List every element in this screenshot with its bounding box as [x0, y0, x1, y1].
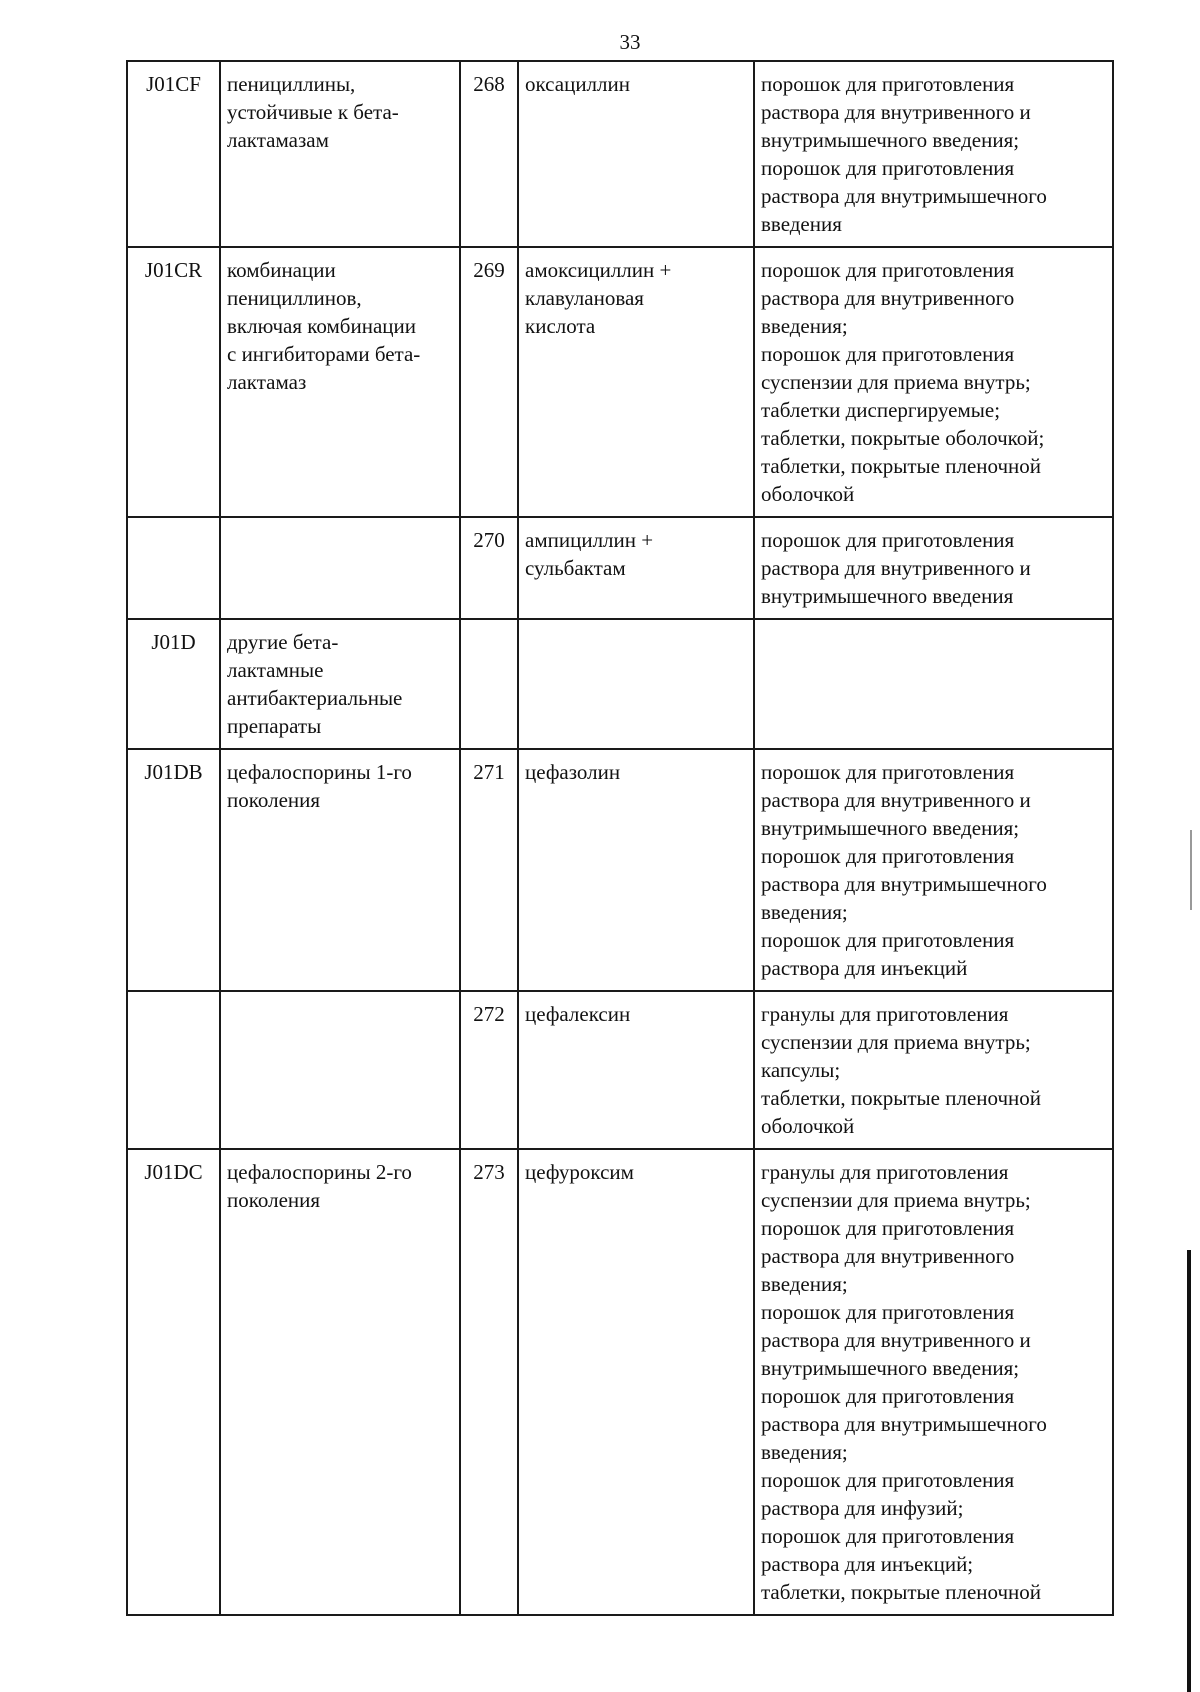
dosage-forms-cell-line: введения; — [761, 1272, 848, 1296]
dosage-forms-cell-line: порошок для приготовления — [761, 1524, 1015, 1548]
atc-group-cell — [220, 247, 460, 517]
drug-name-cell-line: клавулановая — [525, 286, 644, 310]
dosage-forms-cell-line: раствора для внутримышечного — [761, 872, 1047, 896]
drug-name-cell-line: оксациллин — [525, 72, 630, 96]
drug-name-cell — [518, 991, 754, 1149]
table-row — [127, 619, 1113, 749]
dosage-forms-cell-line: раствора для инъекций; — [761, 1552, 974, 1576]
drug-name-cell-line: ампициллин + — [525, 528, 654, 552]
item-number-cell: 273 — [460, 1149, 518, 1615]
dosage-forms-cell-line: порошок для приготовления — [761, 342, 1015, 366]
atc-group-cell-line: пенициллинов, — [227, 286, 362, 310]
atc-group-cell-line: цефалоспорины 2-го — [227, 1160, 412, 1184]
dosage-forms-cell-line: раствора для внутримышечного — [761, 1412, 1047, 1436]
dosage-forms-cell-line: раствора для внутривенного — [761, 286, 1015, 310]
atc-code-cell: J01DB — [127, 749, 220, 991]
dosage-forms-cell-line: раствора для внутримышечного — [761, 184, 1047, 208]
table-body — [127, 61, 1113, 1615]
dosage-forms-cell-line: введения; — [761, 1440, 848, 1464]
atc-code-cell: J01DC — [127, 1149, 220, 1615]
dosage-forms-cell-line: таблетки диспергируемые; — [761, 398, 1001, 422]
atc-group-cell-line: лактамазам — [227, 128, 329, 152]
dosage-forms-cell-line: раствора для внутривенного — [761, 1244, 1015, 1268]
atc-group-cell-line: поколения — [227, 788, 321, 812]
item-number-cell: 268 — [460, 61, 518, 247]
dosage-forms-cell — [754, 749, 1113, 991]
drug-name-cell — [518, 61, 754, 247]
dosage-forms-cell-line: суспензии для приема внутрь; — [761, 1188, 1031, 1212]
table-row — [127, 1149, 1113, 1615]
atc-group-cell — [220, 1149, 460, 1615]
scan-mark — [1190, 830, 1192, 910]
dosage-forms-cell-line: таблетки, покрытые пленочной — [761, 454, 1042, 478]
dosage-forms-cell — [754, 517, 1113, 619]
dosage-forms-cell — [754, 991, 1113, 1149]
dosage-forms-cell-line: внутримышечного введения; — [761, 816, 1020, 840]
drug-name-cell-line: кислота — [525, 314, 596, 338]
atc-group-cell-line: комбинации — [227, 258, 336, 282]
item-number-cell — [460, 619, 518, 749]
atc-group-cell — [220, 991, 460, 1149]
dosage-forms-cell-line: порошок для приготовления — [761, 1300, 1015, 1324]
table-row — [127, 517, 1113, 619]
atc-group-cell — [220, 61, 460, 247]
drug-name-cell-line: сульбактам — [525, 556, 626, 580]
dosage-forms-cell-line: гранулы для приготовления — [761, 1002, 1009, 1026]
drug-name-cell-line: цефазолин — [525, 760, 621, 784]
dosage-forms-cell-line: гранулы для приготовления — [761, 1160, 1009, 1184]
page-number: 33 — [619, 30, 641, 54]
dosage-forms-cell-line: раствора для инфузий; — [761, 1496, 964, 1520]
item-number-cell: 270 — [460, 517, 518, 619]
dosage-forms-cell-line: таблетки, покрытые пленочной — [761, 1086, 1042, 1110]
drug-name-cell — [518, 517, 754, 619]
atc-code-cell — [127, 517, 220, 619]
dosage-forms-cell-line: таблетки, покрытые оболочкой; — [761, 426, 1045, 450]
item-number-cell: 271 — [460, 749, 518, 991]
dosage-forms-cell-line: раствора для внутривенного и — [761, 1328, 1031, 1352]
dosage-forms-cell-line: порошок для приготовления — [761, 844, 1015, 868]
atc-group-cell-line: другие бета- — [227, 630, 339, 654]
table-row — [127, 749, 1113, 991]
atc-group-cell-line: препараты — [227, 714, 322, 738]
dosage-forms-cell-line: раствора для внутривенного и — [761, 556, 1031, 580]
dosage-forms-cell-line: суспензии для приема внутрь; — [761, 1030, 1031, 1054]
drug-table — [126, 60, 1114, 1616]
dosage-forms-cell-line: порошок для приготовления — [761, 258, 1015, 282]
atc-group-cell-line: цефалоспорины 1-го — [227, 760, 412, 784]
atc-group-cell-line: устойчивые к бета- — [227, 100, 399, 124]
atc-group-cell-line: включая комбинации — [227, 314, 416, 338]
dosage-forms-cell-line: порошок для приготовления — [761, 1468, 1015, 1492]
dosage-forms-cell — [754, 1149, 1113, 1615]
item-number-cell: 272 — [460, 991, 518, 1149]
dosage-forms-cell-line: порошок для приготовления — [761, 928, 1015, 952]
atc-group-cell-line: пенициллины, — [227, 72, 356, 96]
dosage-forms-cell-line: раствора для внутривенного и — [761, 788, 1031, 812]
atc-code-cell: J01D — [127, 619, 220, 749]
atc-code-cell — [127, 991, 220, 1149]
dosage-forms-cell-line: суспензии для приема внутрь; — [761, 370, 1031, 394]
atc-group-cell — [220, 749, 460, 991]
atc-group-cell — [220, 619, 460, 749]
drug-name-cell-line: цефалексин — [525, 1002, 631, 1026]
dosage-forms-cell-line: внутримышечного введения; — [761, 1356, 1020, 1380]
atc-group-cell-line: лактамаз — [227, 370, 307, 394]
drug-name-cell — [518, 1149, 754, 1615]
dosage-forms-cell-line: оболочкой — [761, 482, 855, 506]
dosage-forms-cell-line: порошок для приготовления — [761, 760, 1015, 784]
atc-group-cell-line: с ингибиторами бета- — [227, 342, 421, 366]
drug-name-cell-line: цефуроксим — [525, 1160, 634, 1184]
dosage-forms-cell-line: порошок для приготовления — [761, 528, 1015, 552]
dosage-forms-cell-line: раствора для внутривенного и — [761, 100, 1031, 124]
dosage-forms-cell-line: оболочкой — [761, 1114, 855, 1138]
atc-code-cell: J01CR — [127, 247, 220, 517]
dosage-forms-cell-line: капсулы; — [761, 1058, 841, 1082]
dosage-forms-cell-line: раствора для инъекций — [761, 956, 968, 980]
dosage-forms-cell-line: внутримышечного введения; — [761, 128, 1020, 152]
item-number-cell: 269 — [460, 247, 518, 517]
atc-group-cell-line: лактамные — [227, 658, 324, 682]
dosage-forms-cell-line: таблетки, покрытые пленочной — [761, 1580, 1042, 1604]
atc-group-cell — [220, 517, 460, 619]
atc-group-cell-line: антибактериальные — [227, 686, 403, 710]
table-row — [127, 991, 1113, 1149]
dosage-forms-cell-line: порошок для приготовления — [761, 1216, 1015, 1240]
atc-group-cell-line: поколения — [227, 1188, 321, 1212]
drug-name-cell-line: амоксициллин + — [525, 258, 672, 282]
dosage-forms-cell-line: порошок для приготовления — [761, 72, 1015, 96]
drug-name-cell — [518, 749, 754, 991]
dosage-forms-cell — [754, 247, 1113, 517]
dosage-forms-cell-line: порошок для приготовления — [761, 156, 1015, 180]
table-row — [127, 247, 1113, 517]
scan-edge-bar — [1187, 1250, 1191, 1692]
dosage-forms-cell-line: внутримышечного введения — [761, 584, 1014, 608]
dosage-forms-cell-line: порошок для приготовления — [761, 1384, 1015, 1408]
atc-code-cell: J01CF — [127, 61, 220, 247]
dosage-forms-cell-line: введения; — [761, 900, 848, 924]
dosage-forms-cell — [754, 61, 1113, 247]
dosage-forms-cell-line: введения; — [761, 314, 848, 338]
dosage-forms-cell — [754, 619, 1113, 749]
drug-name-cell — [518, 247, 754, 517]
dosage-forms-cell-line: введения — [761, 212, 842, 236]
table-row — [127, 61, 1113, 247]
drug-name-cell — [518, 619, 754, 749]
